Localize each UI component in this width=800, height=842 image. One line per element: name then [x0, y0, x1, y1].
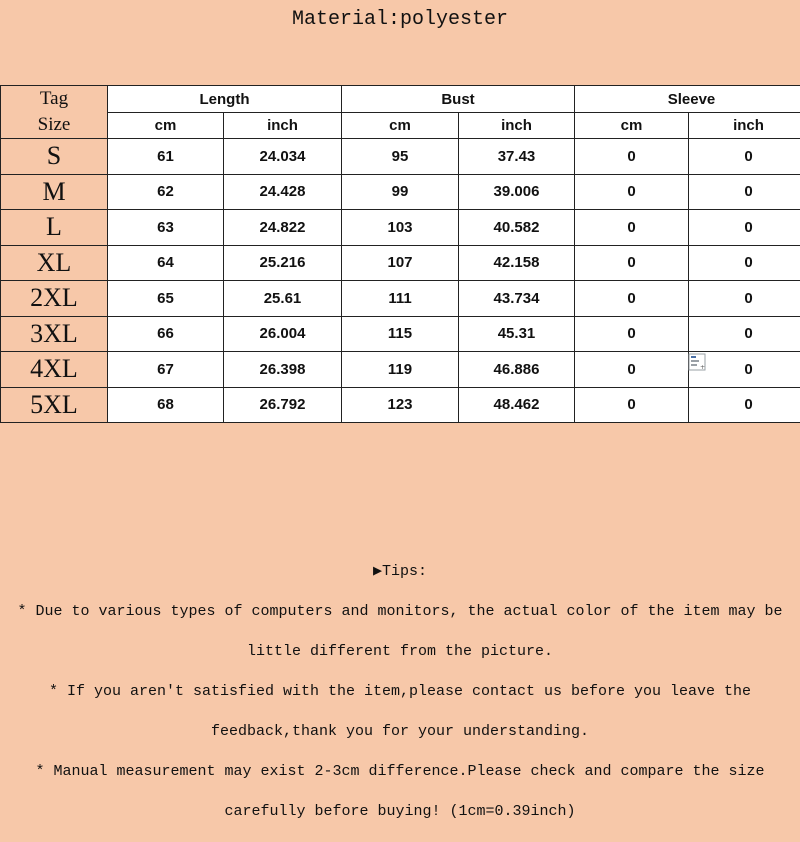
table-cell: 40.582	[459, 210, 575, 246]
table-row	[1, 245, 800, 281]
table-cell: 26.004	[224, 316, 342, 352]
table-cell-options-icon[interactable]	[688, 353, 706, 371]
table-cell: 46.886	[459, 352, 575, 388]
table-cell: 26.398	[224, 352, 342, 388]
table-cell: 103	[342, 210, 459, 246]
tips-heading: ▶Tips:	[0, 562, 800, 582]
table-cell: 115	[342, 316, 459, 352]
table-cell: 24.034	[224, 139, 342, 175]
table-cell: 25.216	[224, 245, 342, 281]
table-cell: 99	[342, 174, 459, 210]
size-header-line: Size	[1, 112, 107, 138]
table-cell: 26.792	[224, 387, 342, 423]
unit-header: cm	[342, 113, 459, 139]
table-cell: 0	[575, 210, 689, 246]
table-cell: 68	[108, 387, 224, 423]
table-cell: 0	[575, 316, 689, 352]
table-cell: 45.31	[459, 316, 575, 352]
table-row	[1, 139, 800, 175]
table-cell: 107	[342, 245, 459, 281]
table-cell: 63	[108, 210, 224, 246]
size-chart-table	[0, 85, 800, 423]
table-cell: 0	[689, 139, 800, 175]
table-cell: 24.822	[224, 210, 342, 246]
page-title: Material:polyester	[0, 8, 800, 31]
table-cell: 65	[108, 281, 224, 317]
table-row	[1, 352, 800, 388]
table-cell: 42.158	[459, 245, 575, 281]
table-cell: 62	[108, 174, 224, 210]
table-cell: 0	[689, 174, 800, 210]
size-label: L	[1, 210, 108, 246]
table-cell: 0	[689, 352, 800, 388]
table-cell: 123	[342, 387, 459, 423]
table-cell: 64	[108, 245, 224, 281]
table-cell: 25.61	[224, 281, 342, 317]
tips-line: carefully before buying! (1cm=0.39inch)	[0, 802, 800, 822]
size-label: XL	[1, 245, 108, 281]
table-cell: 0	[575, 352, 689, 388]
table-cell: 66	[108, 316, 224, 352]
table-cell: 0	[575, 174, 689, 210]
table-cell: 0	[689, 210, 800, 246]
size-label: M	[1, 174, 108, 210]
tips-line: feedback,thank you for your understanding.	[0, 722, 800, 742]
table-cell: 24.428	[224, 174, 342, 210]
table-cell: 0	[575, 281, 689, 317]
table-cell: 0	[575, 139, 689, 175]
tag-header-line: Tag	[1, 86, 107, 112]
bust-header: Bust	[342, 86, 575, 113]
unit-header: inch	[459, 113, 575, 139]
tips-line: little different from the picture.	[0, 642, 800, 662]
tips-line: * Manual measurement may exist 2-3cm difference.Please check and compare the size	[0, 762, 800, 782]
unit-header: inch	[224, 113, 342, 139]
table-cell: 119	[342, 352, 459, 388]
table-row	[1, 281, 800, 317]
size-label: 5XL	[1, 387, 108, 423]
svg-text:+: +	[700, 364, 705, 371]
size-label: 3XL	[1, 316, 108, 352]
size-label: S	[1, 139, 108, 175]
table-row	[1, 316, 800, 352]
size-label: 2XL	[1, 281, 108, 317]
table-cell: 37.43	[459, 139, 575, 175]
table-row	[1, 174, 800, 210]
table-cell: 0	[689, 316, 800, 352]
table-cell: 43.734	[459, 281, 575, 317]
table-cell: 48.462	[459, 387, 575, 423]
table-cell: 0	[689, 387, 800, 423]
table-row	[1, 387, 800, 423]
tips-line: * If you aren't satisfied with the item,please contact us before you leave the	[0, 682, 800, 702]
table-cell: 0	[575, 387, 689, 423]
table-row	[1, 210, 800, 246]
sleeve-header: Sleeve	[575, 86, 800, 113]
table-cell: 111	[342, 281, 459, 317]
length-header: Length	[108, 86, 342, 113]
tips-line: * Due to various types of computers and monitors, the actual color of the item may be	[0, 602, 800, 622]
table-cell: 67	[108, 352, 224, 388]
table-cell: 95	[342, 139, 459, 175]
tag-size-header	[1, 86, 108, 139]
table-cell: 0	[689, 245, 800, 281]
tips-section	[0, 542, 800, 842]
unit-header: inch	[689, 113, 800, 139]
table-cell: 0	[689, 281, 800, 317]
table-cell: 0	[575, 245, 689, 281]
unit-header: cm	[108, 113, 224, 139]
table-cell: 39.006	[459, 174, 575, 210]
table-cell: 61	[108, 139, 224, 175]
unit-header: cm	[575, 113, 689, 139]
size-label: 4XL	[1, 352, 108, 388]
